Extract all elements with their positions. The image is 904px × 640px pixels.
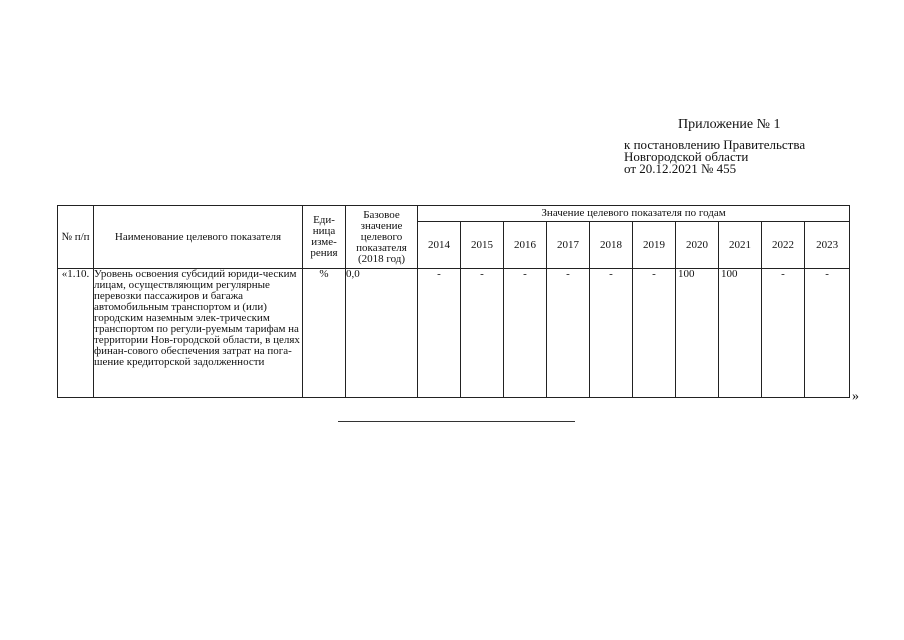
header-year-2017: 2017: [547, 222, 590, 269]
header-year-2018: 2018: [590, 222, 633, 269]
header-year-2021: 2021: [719, 222, 762, 269]
appendix-header: [624, 119, 864, 175]
cell-value-2023: -: [805, 269, 850, 398]
header-year-2019: 2019: [633, 222, 676, 269]
header-year-2014: 2014: [418, 222, 461, 269]
cell-value-2017: -: [547, 269, 590, 398]
closing-quote: »: [852, 389, 859, 404]
appendix-title: Приложение № 1: [678, 117, 781, 132]
cell-base-value: 0,0: [346, 269, 418, 398]
cell-value-2019: -: [633, 269, 676, 398]
header-year-2023: 2023: [805, 222, 850, 269]
cell-value-2016: -: [504, 269, 547, 398]
cell-value-2021: 100: [719, 269, 762, 398]
header-years-group: Значение целевого показателя по годам: [418, 206, 850, 222]
cell-value-2020: 100: [676, 269, 719, 398]
header-name: Наименование целевого показателя: [94, 206, 303, 269]
cell-unit: %: [303, 269, 346, 398]
cell-value-2014: -: [418, 269, 461, 398]
header-year-2020: 2020: [676, 222, 719, 269]
header-year-2015: 2015: [461, 222, 504, 269]
table-row: [58, 269, 850, 398]
cell-row-number: «1.10.: [58, 269, 94, 398]
cell-value-2018: -: [590, 269, 633, 398]
header-year-2022: 2022: [762, 222, 805, 269]
indicators-table: [57, 205, 850, 398]
header-num: № п/п: [58, 206, 94, 269]
appendix-line-region: Новгородской области: [624, 149, 749, 164]
appendix-line-decree: к постановлению Правительства: [624, 137, 806, 152]
cell-value-2022: -: [762, 269, 805, 398]
header-unit: Еди-ница изме-рения: [303, 206, 346, 269]
separator-line: [338, 421, 575, 422]
appendix-line-date: от 20.12.2021 № 455: [624, 161, 737, 176]
header-base-value: Базовое значение целевого показателя (2018 год): [346, 206, 418, 269]
cell-indicator-name: Уровень освоения субсидий юриди-ческим лицам, осуществляющим регулярные перевозки пассажиров и багажа автомобильным транспортом и (или) городским наземным элек-трическим транспортом по регули-руемым тарифам на территории Нов-городской области, в целях финан-сового обеспечения затрат на пога-шение кредиторской задолженности: [94, 269, 303, 398]
cell-value-2015: -: [461, 269, 504, 398]
header-year-2016: 2016: [504, 222, 547, 269]
